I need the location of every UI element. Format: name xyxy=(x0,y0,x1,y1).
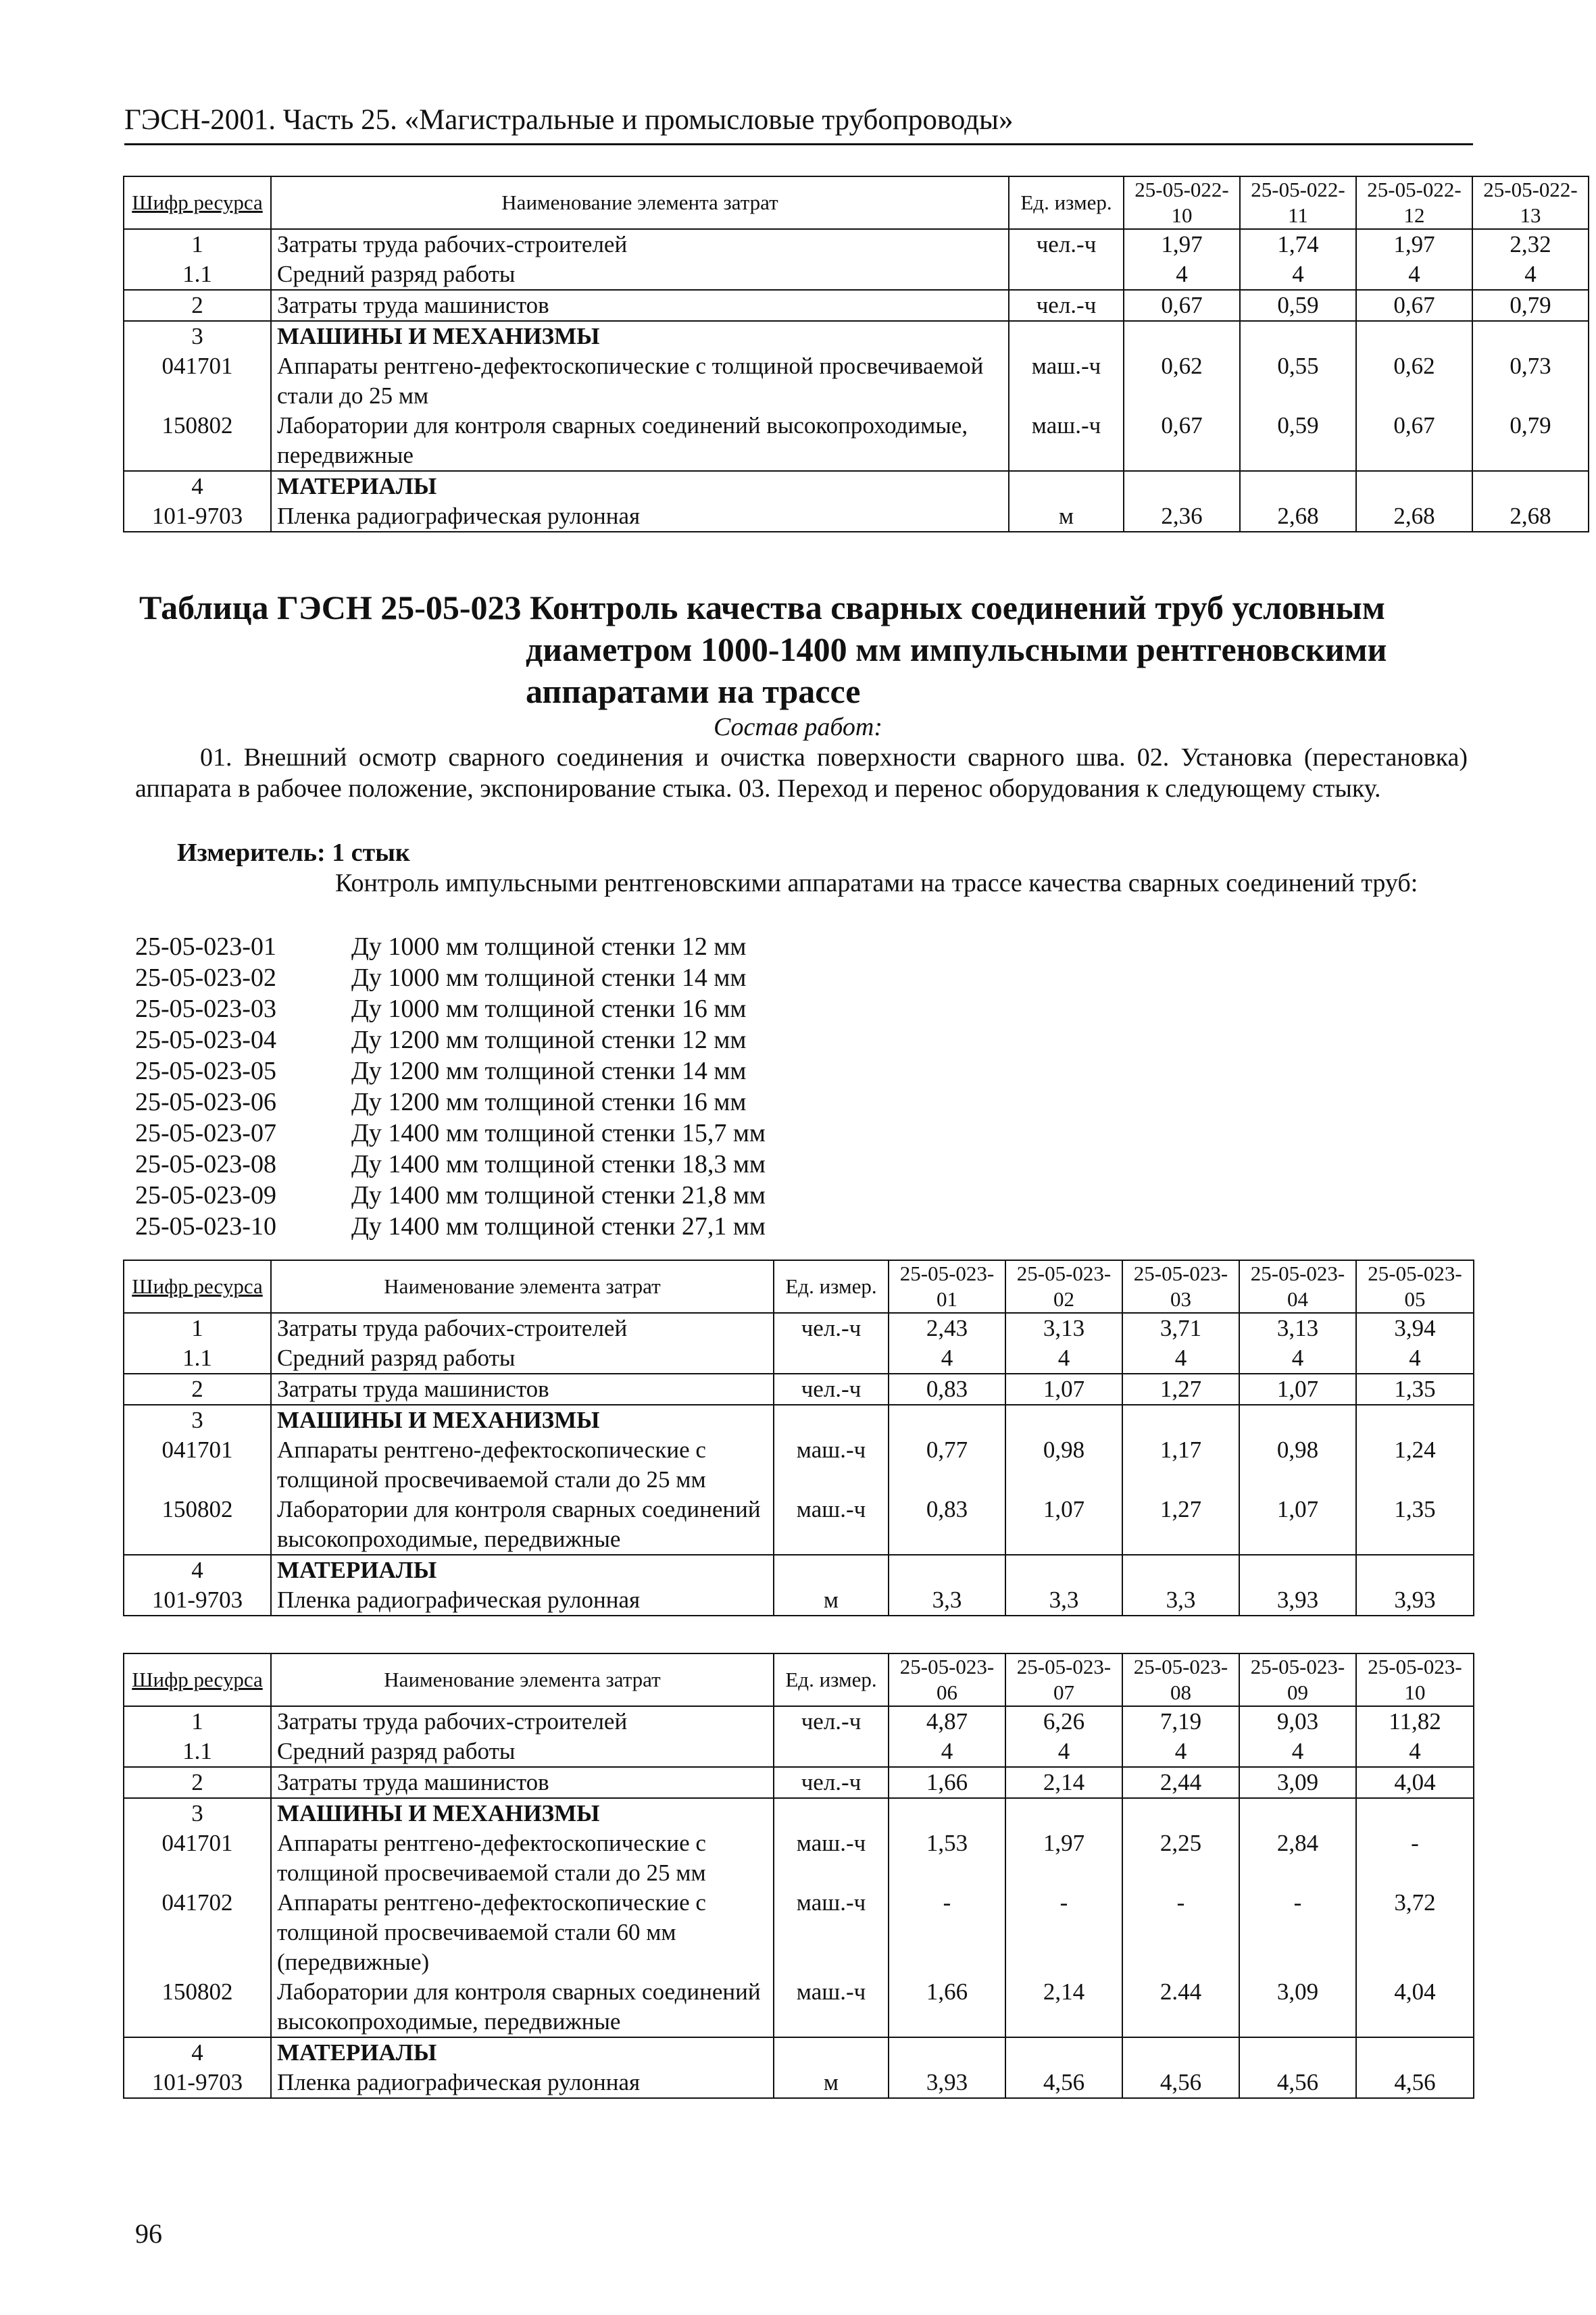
row-name: Аппараты рентгено-дефектоскопические с толщиной просвечиваемой стали 60 мм (передвижные) xyxy=(277,1889,706,1975)
row-value: 4 xyxy=(1472,259,1589,290)
composition-label: Состав работ: xyxy=(713,713,883,741)
row-value: 4 xyxy=(1239,1343,1356,1374)
row-value: 1,97 xyxy=(1005,1828,1122,1888)
row-code: 2 xyxy=(124,290,271,321)
row-value: 4 xyxy=(1239,1737,1356,1767)
row-value: 2,84 xyxy=(1239,1828,1356,1888)
row-name: Затраты труда машинистов xyxy=(271,290,1009,321)
row-value: 2,43 xyxy=(889,1313,1005,1343)
row-value: 3,3 xyxy=(1122,1585,1239,1616)
row-name: Затраты труда рабочих-строителей xyxy=(271,1706,774,1737)
row-value: 3,72 xyxy=(1356,1888,1474,1977)
table-row xyxy=(124,1405,1474,1435)
row-value: 4 xyxy=(1356,1737,1474,1767)
row-name: Затраты труда рабочих-строителей xyxy=(271,1313,774,1343)
row-name: МАТЕРИАЛЫ xyxy=(271,1555,774,1585)
row-name: Пленка радиографическая рулонная xyxy=(271,1585,774,1616)
row-unit: чел.-ч xyxy=(1009,229,1124,259)
row-name: Аппараты рентгено-дефектоскопические с толщиной просвечиваемой стали до 25 мм xyxy=(277,1437,706,1493)
row-value: 4,56 xyxy=(1122,2068,1239,2098)
row-value xyxy=(1005,2037,1122,2068)
row-unit: маш.-ч xyxy=(774,1435,889,1495)
table-row xyxy=(124,501,1589,532)
row-value xyxy=(1356,1405,1474,1435)
header-col-code: 25-05-022-11 xyxy=(1240,176,1356,229)
row-value: 0,79 xyxy=(1472,290,1589,321)
row-value: 7,19 xyxy=(1122,1706,1239,1737)
row-value: 0,67 xyxy=(1356,411,1472,471)
work-description: Ду 1200 мм толщиной стенки 16 мм xyxy=(351,1088,747,1116)
row-value xyxy=(1239,1555,1356,1585)
row-value: 1,07 xyxy=(1239,1374,1356,1405)
row-code: 4 xyxy=(124,471,271,501)
row-value xyxy=(1472,321,1589,351)
row-name: Лаборатории для контроля сварных соединений высокопроходимые, передвижные xyxy=(277,1496,761,1552)
row-value: 3,71 xyxy=(1122,1313,1239,1343)
row-value: 11,82 xyxy=(1356,1706,1474,1737)
row-value: 0,62 xyxy=(1356,351,1472,411)
table-title xyxy=(139,587,1464,712)
table-row xyxy=(124,1495,1474,1555)
work-description: Ду 1000 мм толщиной стенки 14 мм xyxy=(351,964,747,992)
header-col-code: 25-05-023-03 xyxy=(1122,1260,1239,1313)
row-value xyxy=(1240,471,1356,501)
table-row xyxy=(124,1343,1474,1374)
row-value xyxy=(1122,1405,1239,1435)
table-row xyxy=(124,2068,1474,2098)
header-col-code: 25-05-022-12 xyxy=(1356,176,1472,229)
header-name: Наименование элемента затрат xyxy=(271,1260,774,1313)
header-name: Наименование элемента затрат xyxy=(271,176,1009,229)
row-value xyxy=(1239,1798,1356,1828)
work-description: Ду 1000 мм толщиной стенки 16 мм xyxy=(351,995,747,1023)
header-code: Шифр ресурса xyxy=(124,176,271,229)
row-value xyxy=(1240,321,1356,351)
row-name: Лаборатории для контроля сварных соединений высокопроходимые, передвижные xyxy=(277,412,968,468)
row-value xyxy=(1124,471,1240,501)
row-code: 1.1 xyxy=(124,259,271,290)
row-value: - xyxy=(1239,1888,1356,1977)
row-unit: маш.-ч xyxy=(774,1888,889,1977)
row-name: Средний разряд работы xyxy=(277,261,516,287)
row-value: 3,93 xyxy=(1239,1585,1356,1616)
row-code: 1 xyxy=(124,1706,271,1737)
row-unit: чел.-ч xyxy=(774,1767,889,1798)
row-value xyxy=(889,1798,1005,1828)
row-value: 4 xyxy=(1005,1737,1122,1767)
header-code: Шифр ресурса xyxy=(124,1653,271,1706)
title-line-3: аппаратами на трассе xyxy=(526,672,861,710)
row-code: 4 xyxy=(124,1555,271,1585)
work-code: 25-05-023-05 xyxy=(135,1057,276,1085)
row-value xyxy=(1122,1555,1239,1585)
header-col-code: 25-05-023-10 xyxy=(1356,1653,1474,1706)
resource-table-023-b xyxy=(123,1653,1474,2099)
row-value: 1,66 xyxy=(889,1767,1005,1798)
header-col-code: 25-05-023-04 xyxy=(1239,1260,1356,1313)
row-unit xyxy=(774,1737,889,1767)
table-row xyxy=(124,1798,1474,1828)
row-value: 1,74 xyxy=(1240,229,1356,259)
row-value: 0,83 xyxy=(889,1495,1005,1555)
row-value: 0,98 xyxy=(1239,1435,1356,1495)
row-code: 1.1 xyxy=(124,1737,271,1767)
header-code: Шифр ресурса xyxy=(124,1260,271,1313)
work-description: Ду 1200 мм толщиной стенки 12 мм xyxy=(351,1026,747,1054)
row-code: 2 xyxy=(124,1767,271,1798)
row-name: Аппараты рентгено-дефектоскопические с толщиной просвечиваемой стали до 25 мм xyxy=(277,353,984,409)
row-value xyxy=(1124,321,1240,351)
row-value: 4 xyxy=(1240,259,1356,290)
row-value: 0,73 xyxy=(1472,351,1589,411)
row-name: Затраты труда машинистов xyxy=(271,1767,774,1798)
row-value: 1,27 xyxy=(1122,1374,1239,1405)
row-value: 4,56 xyxy=(1356,2068,1474,2098)
work-code: 25-05-023-04 xyxy=(135,1026,276,1054)
row-value xyxy=(1122,2037,1239,2068)
table-row xyxy=(124,351,1589,411)
header-col-code: 25-05-023-07 xyxy=(1005,1653,1122,1706)
row-code: 2 xyxy=(124,1374,271,1405)
row-value xyxy=(1356,471,1472,501)
list-item xyxy=(135,1118,946,1149)
row-value: 0,62 xyxy=(1124,351,1240,411)
row-name: МАТЕРИАЛЫ xyxy=(271,471,1009,501)
row-value: 4,87 xyxy=(889,1706,1005,1737)
row-value xyxy=(889,1405,1005,1435)
row-value xyxy=(1005,1555,1122,1585)
row-value: 4 xyxy=(889,1737,1005,1767)
row-code: 041701 xyxy=(124,351,271,411)
work-description: Ду 1000 мм толщиной стенки 12 мм xyxy=(351,932,747,961)
row-code: 101-9703 xyxy=(124,1585,271,1616)
row-value: 2,68 xyxy=(1240,501,1356,532)
list-item xyxy=(135,1055,946,1087)
row-value: 0,79 xyxy=(1472,411,1589,471)
work-description: Ду 1400 мм толщиной стенки 27,1 мм xyxy=(351,1212,766,1241)
table-row xyxy=(124,259,1589,290)
row-value xyxy=(1005,1405,1122,1435)
row-unit xyxy=(1009,259,1124,290)
row-unit: м xyxy=(1009,501,1124,532)
row-value: 2,32 xyxy=(1472,229,1589,259)
table-row xyxy=(124,1977,1474,2037)
row-value: 3,93 xyxy=(1356,1585,1474,1616)
header-col-code: 25-05-022-10 xyxy=(1124,176,1240,229)
table-row xyxy=(124,1313,1474,1343)
row-unit: чел.-ч xyxy=(774,1313,889,1343)
row-value: 2,68 xyxy=(1356,501,1472,532)
row-unit: маш.-ч xyxy=(1009,411,1124,471)
row-value: 1,24 xyxy=(1356,1435,1474,1495)
row-value: 2.44 xyxy=(1122,1977,1239,2037)
row-value: 4,04 xyxy=(1356,1767,1474,1798)
row-value: - xyxy=(1356,1828,1474,1888)
page-number: 96 xyxy=(135,2218,162,2249)
row-unit xyxy=(774,1343,889,1374)
row-name: МАШИНЫ И МЕХАНИЗМЫ xyxy=(271,1798,774,1828)
row-value xyxy=(1356,1798,1474,1828)
row-name: Средний разряд работы xyxy=(277,1345,516,1371)
row-name: МАТЕРИАЛЫ xyxy=(271,2037,774,2068)
row-name: Аппараты рентгено-дефектоскопические с толщиной просвечиваемой стали до 25 мм xyxy=(277,1830,706,1886)
composition-text: 01. Внешний осмотр сварного соединения и очистка поверхности сварного шва. 02. Установка (перестановка) аппарата в рабочее положение, экспонирование стыка. 03. Переход и перенос оборудования к следующему стыку. xyxy=(135,743,1468,803)
row-code: 041702 xyxy=(124,1888,271,1977)
row-value: 3,93 xyxy=(889,2068,1005,2098)
row-value: 2,44 xyxy=(1122,1767,1239,1798)
row-value: 1,35 xyxy=(1356,1374,1474,1405)
table-row xyxy=(124,290,1589,321)
work-code: 25-05-023-08 xyxy=(135,1150,276,1178)
header-unit: Ед. измер. xyxy=(1009,176,1124,229)
row-value xyxy=(889,1555,1005,1585)
table-row xyxy=(124,1767,1474,1798)
list-item xyxy=(135,962,946,993)
table-header-row xyxy=(124,1653,1474,1706)
table-row xyxy=(124,1706,1474,1737)
row-value: 1,66 xyxy=(889,1977,1005,2037)
row-code: 3 xyxy=(124,1405,271,1435)
header-col-code: 25-05-023-01 xyxy=(889,1260,1005,1313)
row-code: 3 xyxy=(124,1798,271,1828)
header-col-code: 25-05-023-09 xyxy=(1239,1653,1356,1706)
row-value: 2,68 xyxy=(1472,501,1589,532)
row-code: 4 xyxy=(124,2037,271,2068)
row-unit: маш.-ч xyxy=(774,1977,889,2037)
row-value: 4,04 xyxy=(1356,1977,1474,2037)
row-value: 0,59 xyxy=(1240,290,1356,321)
row-value: 3,09 xyxy=(1239,1977,1356,2037)
row-value: 6,26 xyxy=(1005,1706,1122,1737)
work-description: Ду 1200 мм толщиной стенки 14 мм xyxy=(351,1057,747,1085)
row-name: Пленка радиографическая рулонная xyxy=(271,501,1009,532)
row-value: 0,98 xyxy=(1005,1435,1122,1495)
row-unit: маш.-ч xyxy=(774,1828,889,1888)
row-unit xyxy=(774,2037,889,2068)
resource-table-023-a xyxy=(123,1260,1474,1616)
row-name: МАШИНЫ И МЕХАНИЗМЫ xyxy=(271,321,1009,351)
header-name: Наименование элемента затрат xyxy=(271,1653,774,1706)
row-value: 0,83 xyxy=(889,1374,1005,1405)
work-code: 25-05-023-06 xyxy=(135,1088,276,1116)
row-value: 3,3 xyxy=(1005,1585,1122,1616)
row-value: 0,55 xyxy=(1240,351,1356,411)
row-code: 1.1 xyxy=(124,1343,271,1374)
row-value: 1,07 xyxy=(1005,1495,1122,1555)
row-value: 1,35 xyxy=(1356,1495,1474,1555)
row-value: 4,56 xyxy=(1239,2068,1356,2098)
row-value xyxy=(1122,1798,1239,1828)
table-header-row xyxy=(124,176,1589,229)
work-code: 25-05-023-01 xyxy=(135,932,276,961)
row-value: 3,09 xyxy=(1239,1767,1356,1798)
row-value: 2,36 xyxy=(1124,501,1240,532)
header-col-code: 25-05-022-13 xyxy=(1472,176,1589,229)
work-code: 25-05-023-09 xyxy=(135,1181,276,1210)
table-row xyxy=(124,1374,1474,1405)
table-row xyxy=(124,1585,1474,1616)
work-code: 25-05-023-07 xyxy=(135,1119,276,1147)
table-row xyxy=(124,471,1589,501)
row-unit: маш.-ч xyxy=(774,1495,889,1555)
row-name: МАШИНЫ И МЕХАНИЗМЫ xyxy=(271,1405,774,1435)
table-row xyxy=(124,411,1589,471)
row-value: 4 xyxy=(1356,259,1472,290)
resource-table-022 xyxy=(123,176,1589,532)
row-value: 1,27 xyxy=(1122,1495,1239,1555)
row-value: 0,67 xyxy=(1124,411,1240,471)
row-value: 4 xyxy=(1005,1343,1122,1374)
row-value xyxy=(1005,1798,1122,1828)
row-unit xyxy=(774,1555,889,1585)
row-value: 1,53 xyxy=(889,1828,1005,1888)
row-name: Средний разряд работы xyxy=(277,1738,516,1764)
work-description: Ду 1400 мм толщиной стенки 21,8 мм xyxy=(351,1181,766,1210)
row-unit: маш.-ч xyxy=(1009,351,1124,411)
work-description: Ду 1400 мм толщиной стенки 18,3 мм xyxy=(351,1150,766,1178)
work-description: Ду 1400 мм толщиной стенки 15,7 мм xyxy=(351,1119,766,1147)
row-value xyxy=(1356,321,1472,351)
row-unit: чел.-ч xyxy=(774,1706,889,1737)
row-unit xyxy=(1009,321,1124,351)
table-row xyxy=(124,1828,1474,1888)
row-code: 041701 xyxy=(124,1828,271,1888)
row-code: 150802 xyxy=(124,1495,271,1555)
list-item xyxy=(135,1024,946,1055)
page-header: ГЭСН-2001. Часть 25. «Магистральные и промысловые трубопроводы» xyxy=(124,101,1473,145)
row-value: 0,59 xyxy=(1240,411,1356,471)
list-item xyxy=(135,1087,946,1118)
row-value: - xyxy=(1122,1888,1239,1977)
row-name: Затраты труда машинистов xyxy=(271,1374,774,1405)
row-value: 1,07 xyxy=(1239,1495,1356,1555)
row-code: 041701 xyxy=(124,1435,271,1495)
row-value: 3,3 xyxy=(889,1585,1005,1616)
table-row xyxy=(124,1435,1474,1495)
row-unit: чел.-ч xyxy=(774,1374,889,1405)
list-item xyxy=(135,1149,946,1180)
table-row xyxy=(124,1555,1474,1585)
row-code: 3 xyxy=(124,321,271,351)
row-name: Лаборатории для контроля сварных соединений высокопроходимые, передвижные xyxy=(277,1978,761,2035)
row-value: 3,13 xyxy=(1005,1313,1122,1343)
row-value: 9,03 xyxy=(1239,1706,1356,1737)
row-value: 3,94 xyxy=(1356,1313,1474,1343)
row-code: 150802 xyxy=(124,1977,271,2037)
table-row xyxy=(124,229,1589,259)
row-unit: чел.-ч xyxy=(1009,290,1124,321)
list-item xyxy=(135,1180,946,1211)
row-value: - xyxy=(889,1888,1005,1977)
row-code: 1 xyxy=(124,229,271,259)
control-intro: Контроль импульсными рентгеновскими аппаратами на трассе качества сварных соединений труб: xyxy=(335,869,1418,897)
header-col-code: 25-05-023-06 xyxy=(889,1653,1005,1706)
table-row xyxy=(124,1737,1474,1767)
row-code: 101-9703 xyxy=(124,2068,271,2098)
header-unit: Ед. измер. xyxy=(774,1653,889,1706)
row-value: 0,67 xyxy=(1124,290,1240,321)
row-value xyxy=(889,2037,1005,2068)
row-value: 4 xyxy=(1122,1737,1239,1767)
row-value: 1,97 xyxy=(1356,229,1472,259)
list-item xyxy=(135,993,946,1024)
header-col-code: 25-05-023-02 xyxy=(1005,1260,1122,1313)
table-row xyxy=(124,2037,1474,2068)
row-value: 4 xyxy=(1124,259,1240,290)
row-value: 1,97 xyxy=(1124,229,1240,259)
row-value xyxy=(1239,2037,1356,2068)
row-unit xyxy=(1009,471,1124,501)
row-value: 4 xyxy=(889,1343,1005,1374)
row-code: 1 xyxy=(124,1313,271,1343)
header-unit: Ед. измер. xyxy=(774,1260,889,1313)
row-value xyxy=(1356,2037,1474,2068)
meter-label: Измеритель: 1 стык xyxy=(177,839,410,867)
list-item xyxy=(135,1211,946,1242)
row-unit: м xyxy=(774,1585,889,1616)
row-value: 2,25 xyxy=(1122,1828,1239,1888)
row-value: 4,56 xyxy=(1005,2068,1122,2098)
row-name: Пленка радиографическая рулонная xyxy=(271,2068,774,2098)
work-code: 25-05-023-02 xyxy=(135,964,276,992)
row-value: - xyxy=(1005,1888,1122,1977)
table-row xyxy=(124,321,1589,351)
row-value: 4 xyxy=(1356,1343,1474,1374)
header-col-code: 25-05-023-05 xyxy=(1356,1260,1474,1313)
list-item xyxy=(135,931,946,962)
row-value: 2,14 xyxy=(1005,1767,1122,1798)
title-line-1: Таблица ГЭСН 25-05-023 Контроль качества сварных соединений труб условным xyxy=(139,589,1385,626)
row-name: Затраты труда рабочих-строителей xyxy=(271,229,1009,259)
row-value xyxy=(1239,1405,1356,1435)
row-unit xyxy=(774,1405,889,1435)
row-unit: м xyxy=(774,2068,889,2098)
title-line-2: диаметром 1000-1400 мм импульсными рентгеновскими xyxy=(526,630,1387,668)
table-header-row xyxy=(124,1260,1474,1313)
row-code: 101-9703 xyxy=(124,501,271,532)
row-value: 2,14 xyxy=(1005,1977,1122,2037)
work-code: 25-05-023-03 xyxy=(135,995,276,1023)
table-row xyxy=(124,1888,1474,1977)
row-value xyxy=(1356,1555,1474,1585)
header-col-code: 25-05-023-08 xyxy=(1122,1653,1239,1706)
row-value: 1,07 xyxy=(1005,1374,1122,1405)
row-value: 0,67 xyxy=(1356,290,1472,321)
row-value: 1,17 xyxy=(1122,1435,1239,1495)
row-value xyxy=(1472,471,1589,501)
work-codes-list xyxy=(135,931,946,1242)
row-value: 3,13 xyxy=(1239,1313,1356,1343)
work-code: 25-05-023-10 xyxy=(135,1212,276,1241)
row-value: 4 xyxy=(1122,1343,1239,1374)
row-code: 150802 xyxy=(124,411,271,471)
row-unit xyxy=(774,1798,889,1828)
row-value: 0,77 xyxy=(889,1435,1005,1495)
